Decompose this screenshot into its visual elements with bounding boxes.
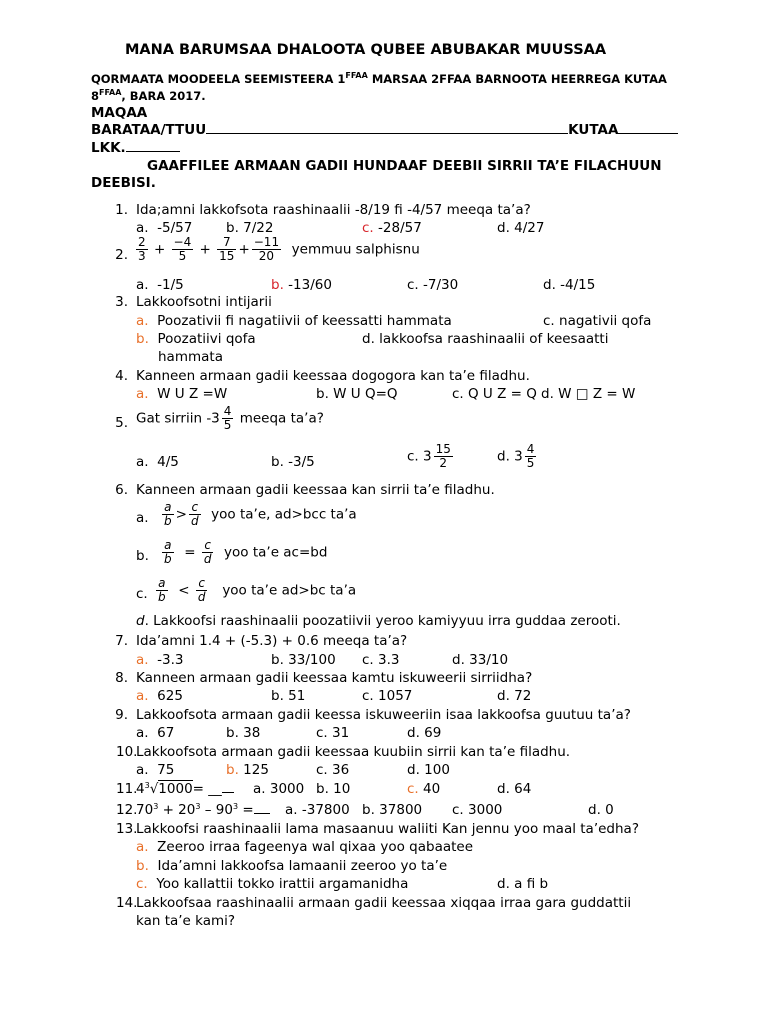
option-letter: d.	[452, 652, 465, 668]
root-index: 3	[144, 781, 150, 790]
option-text: -5/57	[157, 220, 193, 236]
name-field[interactable]	[206, 133, 568, 134]
question-number: 1.	[115, 202, 128, 218]
option-text: 31	[332, 725, 350, 741]
option-text: nagativii qofa	[559, 313, 652, 329]
option-a[interactable]	[136, 385, 227, 403]
option-text: -37800	[301, 802, 350, 818]
option-text: 38	[243, 725, 261, 741]
option-text: 72	[514, 688, 532, 704]
option-letter: a.	[136, 454, 149, 470]
question-number: 6.	[115, 482, 128, 498]
option-b[interactable]	[271, 453, 315, 471]
option-letter: c.	[136, 876, 148, 892]
fraction	[189, 501, 201, 528]
option-d[interactable]	[497, 219, 545, 237]
option-letter: d.	[497, 688, 510, 704]
fraction	[156, 577, 168, 604]
option-d[interactable]	[588, 801, 614, 819]
exam-title-part: 8	[91, 89, 100, 103]
option-b[interactable]	[362, 801, 422, 819]
question-text: Lakkoofsota armaan gadii keessaa kuubiin sirrii kan ta’e filadhu.	[136, 744, 571, 760]
term: 70	[136, 802, 154, 818]
numerator: a	[162, 539, 174, 553]
exam-title-part: MARSAA 2FFAA BARNOOTA HEERREGA KUTAA	[367, 72, 667, 86]
option-letter: a.	[136, 386, 149, 402]
option-c[interactable]	[452, 385, 537, 403]
option-text: Zeeroo irraa fageenya wal qixaa yoo qabaatee	[157, 839, 474, 855]
kutaa-label: KUTAA	[568, 122, 619, 138]
option-b[interactable]	[271, 651, 336, 669]
option-text: -1/5	[157, 277, 184, 293]
fraction	[222, 405, 234, 432]
option-b[interactable]	[316, 780, 350, 798]
denominator: 3	[138, 249, 146, 263]
fraction	[162, 501, 174, 528]
exam-sup: FFAA	[345, 71, 368, 80]
option-text: Poozatiivi qofa	[157, 331, 256, 347]
exponent: 3	[232, 802, 239, 811]
fraction	[525, 443, 537, 470]
exponent: 3	[153, 802, 159, 811]
option-letter: d.	[497, 781, 510, 797]
option-text: 33/10	[469, 652, 509, 668]
option-letter: c.	[452, 386, 464, 402]
option-letter: d.	[588, 802, 601, 818]
option-expression	[136, 612, 621, 630]
option-letter: b.	[316, 781, 329, 797]
option-c[interactable]	[407, 443, 455, 470]
option-letter: d.	[497, 876, 510, 892]
option-d[interactable]	[497, 780, 531, 798]
denominator: b	[164, 552, 172, 566]
denominator: 15	[219, 249, 235, 263]
question-text: Lakkoofsotni intijarii	[136, 294, 272, 310]
school-title: MANA BARUMSAA DHALOOTA QUBEE ABUBAKAR MUUSSAA	[125, 42, 607, 58]
option-a[interactable]	[136, 651, 184, 669]
option-b[interactable]	[271, 687, 305, 705]
answer-blank-line	[222, 792, 234, 793]
fraction	[136, 236, 148, 263]
option-letter: a.	[136, 839, 149, 855]
option-letter: b.	[316, 386, 329, 402]
fraction	[434, 443, 453, 470]
option-text: 37800	[379, 802, 423, 818]
option-b[interactable]	[226, 761, 269, 779]
question-text: Lakkoofsaa raashinaalii armaan gadii keessaa xiqqaa irraa gara guddattii	[136, 895, 632, 911]
option-letter: c.	[316, 762, 328, 778]
option-text: lakkoofsa raashinaalii of keesaatti	[379, 331, 609, 347]
question-text: kan ta’e kami?	[136, 913, 236, 929]
option-d[interactable]	[497, 875, 548, 893]
lkk-field[interactable]	[126, 151, 180, 152]
option-text: yoo ta’e, ad>bcc ta’a	[211, 506, 357, 523]
option-letter: c.	[407, 781, 419, 797]
fraction	[217, 236, 236, 263]
numerator: c	[202, 539, 214, 553]
exam-title-line1	[91, 70, 667, 88]
option-letter: b.	[271, 688, 284, 704]
option-a[interactable]	[136, 761, 174, 779]
option-text: 100	[424, 762, 450, 778]
question-number: 8.	[115, 670, 128, 686]
lkk-line	[91, 139, 180, 157]
radicand: 1000	[158, 781, 193, 797]
option-letter: a.	[136, 762, 149, 778]
denominator: 20	[258, 249, 275, 263]
option-text: 3.3	[378, 652, 400, 668]
numerator: c	[189, 501, 201, 515]
option-text: hammata	[158, 349, 223, 365]
option-letter: c.	[407, 448, 419, 465]
fraction	[172, 236, 194, 263]
denominator: b	[158, 590, 166, 604]
fraction	[202, 539, 214, 566]
option-text: Yoo kallattii tokko irattii argamanidha	[156, 876, 409, 892]
denominator: b	[164, 514, 172, 528]
option-text: yoo ta’e ac=bd	[224, 544, 328, 561]
exam-title-part: , BARA 2017.	[121, 89, 206, 103]
option-text: Poozativii fi nagatiivii of keessatti hammata	[157, 313, 452, 329]
option-c[interactable]	[407, 780, 440, 798]
denominator: d	[203, 552, 212, 566]
option-letter: d.	[407, 725, 420, 741]
option-text: 4/27	[514, 220, 545, 236]
option-b[interactable]	[226, 724, 260, 742]
option-letter: a.	[285, 802, 298, 818]
option-letter: b.	[226, 725, 239, 741]
option-text: W U Q=Q	[333, 386, 398, 402]
question-number: 9.	[115, 707, 128, 723]
option-letter: a.	[136, 688, 149, 704]
numerator: 4	[526, 442, 535, 456]
option-letter: a.	[253, 781, 266, 797]
option-letter: c.	[362, 688, 374, 704]
option-text: 3000	[269, 781, 305, 797]
option-letter: d.	[407, 762, 420, 778]
exam-sup: FFAA	[99, 88, 122, 97]
option-text: -3.3	[157, 652, 184, 668]
option-letter: b.	[271, 277, 284, 293]
grade-field[interactable]	[618, 133, 678, 134]
option-text: 125	[243, 762, 269, 778]
question-number: 12.	[116, 802, 138, 818]
option-letter: b.	[136, 548, 149, 564]
option-letter: d.	[497, 220, 510, 236]
question-number: 4.	[115, 368, 128, 384]
option-a[interactable]	[136, 687, 183, 705]
option-b[interactable]	[136, 330, 256, 348]
exam-title-line2	[91, 87, 206, 105]
option-c[interactable]	[452, 801, 502, 819]
option-text: 33/100	[288, 652, 336, 668]
option-letter: c.	[136, 586, 148, 602]
option-letter: c.	[362, 652, 374, 668]
fraction	[252, 236, 281, 263]
option-text: 1057	[378, 688, 413, 704]
option-c[interactable]	[407, 276, 458, 294]
question-text: Lakkoofsota armaan gadii keessa iskuweeriin isaa lakkoofsa guutuu ta’a?	[136, 707, 631, 723]
denominator: d	[197, 590, 206, 604]
option-c[interactable]	[362, 219, 422, 237]
denominator: 2	[439, 456, 448, 470]
option-letter: b.	[362, 802, 375, 818]
option-expression: $\frac{a}{b}$ > $\frac{c}{d}$ yoo ta’e, ad>bcc ta’a	[164, 500, 357, 528]
option-text: 69	[424, 725, 442, 741]
option-d[interactable]	[452, 651, 508, 669]
question-number: 11.	[116, 781, 138, 797]
option-text: -4/15	[560, 277, 596, 293]
denominator: 5	[526, 456, 535, 470]
option-text: -7/30	[423, 277, 459, 293]
exam-title-part: QORMAATA MOODEELA SEEMISTEERA 1	[91, 72, 346, 86]
option-text: 64	[514, 781, 532, 797]
option-letter: d	[136, 613, 145, 629]
option-c[interactable]	[316, 761, 349, 779]
option-text: 10	[333, 781, 351, 797]
option-text: 51	[288, 688, 306, 704]
option-text: 625	[157, 688, 183, 704]
instruction-line1: GAAFFILEE ARMAAN GADII HUNDAAF DEEBII SIRRII TA’E FILACHUUN	[147, 158, 662, 174]
numerator: 2	[138, 235, 146, 249]
option-d[interactable]	[497, 687, 531, 705]
numerator: 7	[217, 236, 236, 250]
option-expression: $\frac{a}{b}$ < $\frac{c}{d}$ yoo ta’e ad>bc ta’a	[158, 576, 357, 604]
option-text: -13/60	[288, 277, 332, 293]
option-text: 3	[423, 448, 432, 465]
question-expression	[136, 405, 324, 432]
denominator: d	[190, 514, 199, 528]
numerator: −11	[253, 235, 280, 249]
option-d[interactable]	[362, 330, 608, 348]
option-letter: c.	[543, 313, 555, 329]
question-number: 7.	[115, 633, 128, 649]
option-letter: c.	[407, 277, 419, 293]
question-number: 3.	[115, 294, 128, 310]
question-text: Kanneen armaan gadii keessaa kamtu iskuweerii sirriidha?	[136, 670, 533, 686]
option-d[interactable]	[407, 761, 450, 779]
option-text: . Lakkoofsi raashinaalii poozatiivii yeroo kamiyyuu irra guddaa zerooti.	[144, 613, 621, 629]
denominator: 5	[178, 249, 187, 263]
option-text: 0	[605, 802, 614, 818]
question-text: yemmuu salphisnu	[291, 241, 420, 258]
coefficient: 4	[136, 781, 145, 797]
option-text: 67	[157, 725, 175, 741]
option-text: a fi b	[514, 876, 549, 892]
question-text: Ida’amni 1.4 + (-5.3) + 0.6 meeqa ta’a?	[136, 633, 408, 649]
option-text: yoo ta’e ad>bc ta’a	[222, 582, 357, 599]
option-a[interactable]	[136, 276, 184, 294]
option-c[interactable]	[316, 724, 349, 742]
maqaa-label: MAQAA	[91, 105, 148, 121]
option-text: -3/5	[288, 454, 315, 470]
question-text: Gat sirriin -3	[136, 410, 220, 427]
answer-blank-line[interactable]	[254, 813, 270, 814]
question-number: 2.	[115, 247, 128, 263]
question-text: Lakkoofsi raashinaalii lama masaanuu waliiti Kan jennu yoo maal ta’edha?	[136, 821, 639, 837]
option-b[interactable]	[271, 276, 332, 294]
answer-blank[interactable]: = __	[192, 781, 222, 797]
option-letter: a.	[136, 725, 149, 741]
option-letter: c.	[362, 220, 374, 236]
question-number: 14.	[116, 895, 138, 911]
option-letter: d.	[497, 448, 510, 465]
exponent: 3	[195, 802, 201, 811]
term: – 90	[200, 802, 233, 818]
option-a[interactable]	[253, 780, 304, 798]
barataa-label: BARATAA/TTUU	[91, 122, 207, 138]
option-letter: a.	[136, 652, 149, 668]
question-text: Kanneen armaan gadii keessaa dogogora kan ta’e filadhu.	[136, 368, 530, 384]
option-letter: a.	[136, 510, 149, 526]
plus-sign: +	[153, 241, 166, 258]
option-letter: d.	[543, 277, 556, 293]
lkk-label: LKK.	[91, 140, 126, 156]
option-letter: d.	[541, 386, 554, 402]
option-letter: b.	[226, 220, 239, 236]
numerator: a	[156, 577, 168, 591]
question-text: meeqa ta’a?	[239, 410, 324, 427]
option-text: 75	[157, 762, 175, 778]
denominator: 5	[223, 418, 232, 432]
option-letter: c.	[316, 725, 328, 741]
option-text: Q U Z = Q	[468, 386, 537, 402]
option-letter: a.	[136, 313, 149, 329]
option-letter: d.	[362, 331, 375, 347]
option-text: W U Z =W	[157, 386, 228, 402]
numerator: c	[196, 577, 208, 591]
fraction	[196, 577, 208, 604]
option-a[interactable]	[136, 312, 452, 330]
barataa-line	[91, 121, 678, 139]
question-number: 13.	[116, 821, 138, 837]
option-letter: a.	[136, 220, 149, 236]
option-a[interactable]	[285, 801, 350, 819]
plus-sign: +	[238, 241, 250, 258]
option-text: 7/22	[243, 220, 274, 236]
option-letter: b.	[226, 762, 239, 778]
option-expression: $\frac{a}{b}$ = $\frac{c}{d}$ yoo ta’e ac=bd	[164, 538, 328, 566]
equals: =	[238, 802, 254, 818]
option-b[interactable]	[316, 385, 398, 403]
question-number: 5.	[115, 415, 128, 431]
question-expression	[136, 801, 270, 819]
option-letter: b.	[136, 331, 149, 347]
option-d[interactable]	[407, 724, 441, 742]
option-text: 3000	[468, 802, 503, 818]
option-text: 36	[332, 762, 350, 778]
option-c[interactable]	[362, 651, 400, 669]
option-text: Ida’amni lakkoofsa lamaanii zeeroo yo ta’e	[157, 858, 448, 874]
option-text: -28/57	[378, 220, 422, 236]
question-text: Ida;amni lakkofsota raashinaalii -8/19 fi -4/57 meeqa ta’a?	[136, 202, 531, 218]
question-text: Kanneen armaan gadii keessaa kan sirrii ta’e filadhu.	[136, 482, 495, 498]
question-number: 10.	[116, 744, 138, 760]
option-a[interactable]	[136, 724, 174, 742]
option-d[interactable]	[543, 276, 595, 294]
instruction-line2: DEEBISI.	[91, 175, 156, 191]
option-d[interactable]	[541, 385, 635, 403]
option-c[interactable]	[362, 687, 412, 705]
numerator: 4	[223, 404, 232, 418]
numerator: −4	[173, 235, 192, 249]
option-letter: b.	[271, 454, 284, 470]
option-c[interactable]	[136, 875, 408, 893]
option-text: 4/5	[157, 454, 179, 470]
option-letter: b.	[271, 652, 284, 668]
option-letter: b.	[136, 858, 149, 874]
option-letter: a.	[136, 277, 149, 293]
fraction	[162, 539, 174, 566]
option-text: 40	[423, 781, 441, 797]
numerator: a	[162, 501, 174, 515]
option-letter: c.	[452, 802, 464, 818]
question-expression	[134, 236, 420, 263]
option-text: W □ Z = W	[558, 386, 636, 402]
option-a[interactable]	[136, 453, 179, 471]
option-c[interactable]	[543, 312, 651, 330]
numerator: 15	[435, 442, 451, 456]
question-expression: $4^3√1000=$ __	[136, 780, 234, 798]
term: + 20	[158, 802, 196, 818]
option-d[interactable]	[497, 443, 538, 470]
option-text: 3	[514, 448, 523, 465]
plus-sign: +	[199, 241, 211, 258]
